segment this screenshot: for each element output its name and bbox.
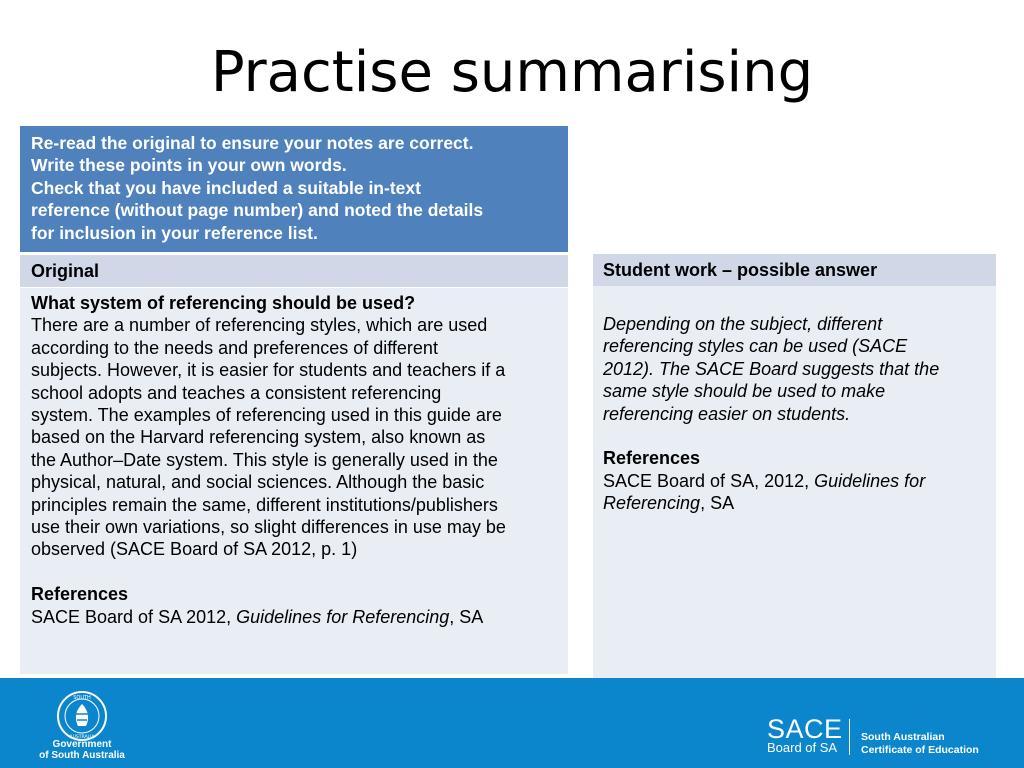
answer-line: 2012). The SACE Board suggests that the [603,358,940,379]
sace-description [861,731,979,757]
student-work-header: Student work – possible answer [593,254,996,286]
reference-authors: SACE Board of SA 2012, [31,606,237,627]
crest-text-bottom: AUSTRALIA [69,735,95,740]
original-line: use their own variations, so slight differences in use may be [31,517,506,538]
sace-desc-line: Certificate of Education [861,744,979,756]
instructions-box [20,126,568,252]
govt-line: Government [52,739,112,750]
original-line: based on the Harvard referencing system, also known as [31,427,486,448]
original-question: What system of referencing should be used? [31,293,416,313]
govt-line: of South Australia [39,750,125,761]
instruction-line: Check that you have included a suitable in-text [31,177,421,198]
student-reference-cont [603,492,986,514]
government-crest-icon [56,690,108,742]
reference-title: Guidelines for Referencing [236,606,450,627]
instruction-line: for inclusion in your reference list. [31,222,318,243]
original-text-cell [20,288,568,674]
answer-line: referencing styles can be used (SACE [603,336,908,357]
original-line: observed (SACE Board of SA 2012, p. 1) [31,539,358,560]
answer-line: same style should be used to make [603,381,886,402]
instruction-line: reference (without page number) and noted the details [31,200,484,221]
instruction-line: Write these points in your own words. [31,155,347,176]
sace-desc-line: South Australian [861,731,945,743]
answer-line: Depending on the subject, different [603,314,883,334]
original-line: subjects. However, it is easier for students and teachers if a [31,360,506,381]
sace-logo-title: SACE [767,714,843,744]
reference-title: Guidelines for [814,470,926,491]
original-line: system. The examples of referencing used in this guide are [31,405,502,426]
reference-publisher: , SA [700,493,735,514]
sace-logo-subtitle: Board of SA [767,740,838,755]
original-header: Original [20,255,568,287]
student-work-cell [593,286,996,684]
reference-authors: SACE Board of SA, 2012, [603,470,815,491]
original-reference [31,606,558,628]
original-line: according to the needs and preferences of different [31,337,438,358]
original-line: the Author–Date system. This style is generally used in the [31,449,498,470]
student-reference [603,470,986,492]
reference-title: Referencing [603,493,701,514]
page-title: Practise summarising [210,40,814,105]
answer-line: referencing easier on students. [603,403,851,424]
student-references-heading: References [603,448,701,469]
government-logo-text [30,739,134,761]
original-references-heading: References [31,584,129,605]
crest-text-top: SOUTH [73,695,91,701]
original-line: principles remain the same, different institutions/publishers [31,494,498,515]
reference-publisher: , SA [449,606,484,627]
original-line: There are a number of referencing styles, which are used [31,315,488,336]
footer-bar [0,678,1024,768]
instruction-line: Re-read the original to ensure your notes are correct. [31,133,474,153]
logo-divider [849,719,850,755]
original-line: physical, natural, and social sciences. Although the basic [31,472,485,493]
original-line: school adopts and teaches a consistent referencing [31,382,442,403]
